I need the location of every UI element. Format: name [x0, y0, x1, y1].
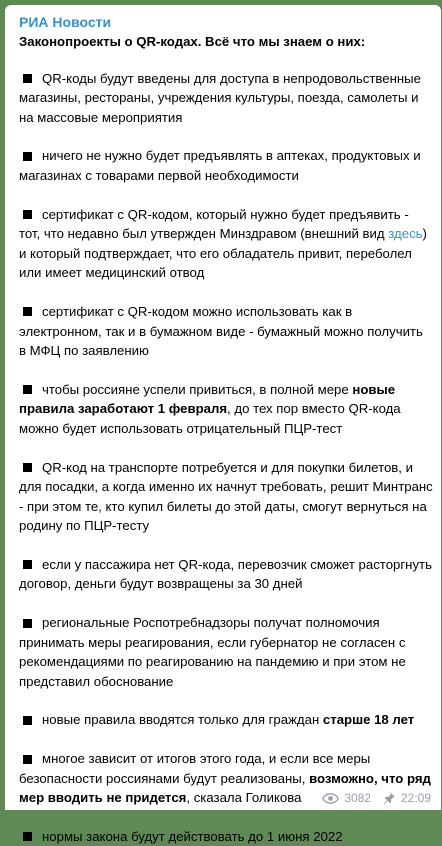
text-segment: ничего не нужно будет предъявлять в аптеках, продуктовых и магазинах с товарами первой необходимости	[19, 148, 421, 183]
message-bubble	[5, 5, 441, 844]
text-segment: , сказала Голикова	[186, 790, 302, 806]
text-segment: региональные Роспотребнадзоры получат полномочия принимать меры реагирования, если губернатор не согласен с рекомендациями по реагированию на пандемию и при этом не представил обоснование	[19, 615, 406, 689]
bullet-item	[19, 380, 433, 439]
black-square-icon	[23, 755, 32, 764]
text-segment: , до тех пор вместо QR-кода можно будет использовать отрицательный ПЦР-тест	[19, 401, 401, 436]
message-meta	[322, 791, 431, 805]
black-square-icon	[23, 716, 32, 725]
bullet-item	[19, 827, 433, 846]
text-segment: многое зависит от итогов этого года, и если все меры безопасности россиянами будут реализованы,	[19, 751, 371, 786]
inline-link[interactable]: здесь	[388, 226, 423, 242]
pin-icon	[382, 791, 396, 805]
text-segment: чтобы россияне успели привиться, в полной мере	[42, 381, 353, 397]
bullet-item	[19, 302, 433, 361]
text-segment: QR-код на транспорте потребуется и для покупки билетов, и для посадки, а когда именно их начнут требовать, решит Минтранс - при этом те, кто купил билеты до этой даты, смогут вернуться на родину по ПЦР-тесту	[19, 459, 433, 534]
black-square-icon	[23, 560, 32, 569]
message-time: 22:09	[400, 791, 431, 805]
text-segment: ) и который подтверждает, что его обладатель привит, переболел или имеет медицинский отвод	[19, 226, 427, 281]
channel-name[interactable]: РИА Новости	[19, 14, 112, 30]
eye-icon	[322, 793, 339, 804]
text-segment: сертификат с QR-кодом можно использовать как в электронном, так и в бумажном виде - бумажный можно получить в МФЦ по заявлению	[19, 303, 423, 359]
bullet-item	[19, 613, 433, 691]
text-segment: QR-коды будут введены для доступа в непродовольственные магазины, рестораны, учреждения культуры, поезда, самолеты и на массовые мероприятия	[19, 70, 421, 125]
black-square-icon	[23, 210, 32, 219]
bullet-item	[19, 205, 433, 283]
black-square-icon	[23, 152, 32, 161]
message-body	[19, 69, 433, 846]
bold-text: новые правила заработают 1 февраля	[19, 381, 396, 417]
bullet-item	[19, 146, 433, 185]
black-square-icon	[23, 832, 32, 841]
text-segment: нормы закона будут действовать до 1 июня 2022	[42, 828, 343, 844]
bold-text: старше 18 лет	[322, 712, 415, 728]
text-segment: если у пассажира нет QR-кода, перевозчик сможет расторгнуть договор, деньги будут возвращены за 30 дней	[19, 556, 432, 592]
black-square-icon	[23, 463, 32, 472]
bullet-item	[19, 555, 433, 594]
bullet-item	[19, 710, 433, 730]
text-segment: новые правила вводятся только для граждан	[42, 712, 323, 728]
text-segment: сертификат с QR-кодом, который нужно будет предъявить - тот, что недавно был утвержден Минздравом (внешний вид	[19, 206, 409, 242]
view-count: 3082	[344, 791, 371, 805]
black-square-icon	[23, 385, 32, 394]
message-headline: Законопроекты о QR-кодах. Всё что мы знаем о них:	[19, 34, 366, 49]
bold-text: возможно, что ряд мер вводить не придется	[19, 770, 431, 806]
bullet-item	[19, 458, 433, 536]
bullet-item	[19, 69, 433, 128]
black-square-icon	[23, 307, 32, 316]
black-square-icon	[23, 74, 32, 83]
black-square-icon	[23, 619, 32, 628]
